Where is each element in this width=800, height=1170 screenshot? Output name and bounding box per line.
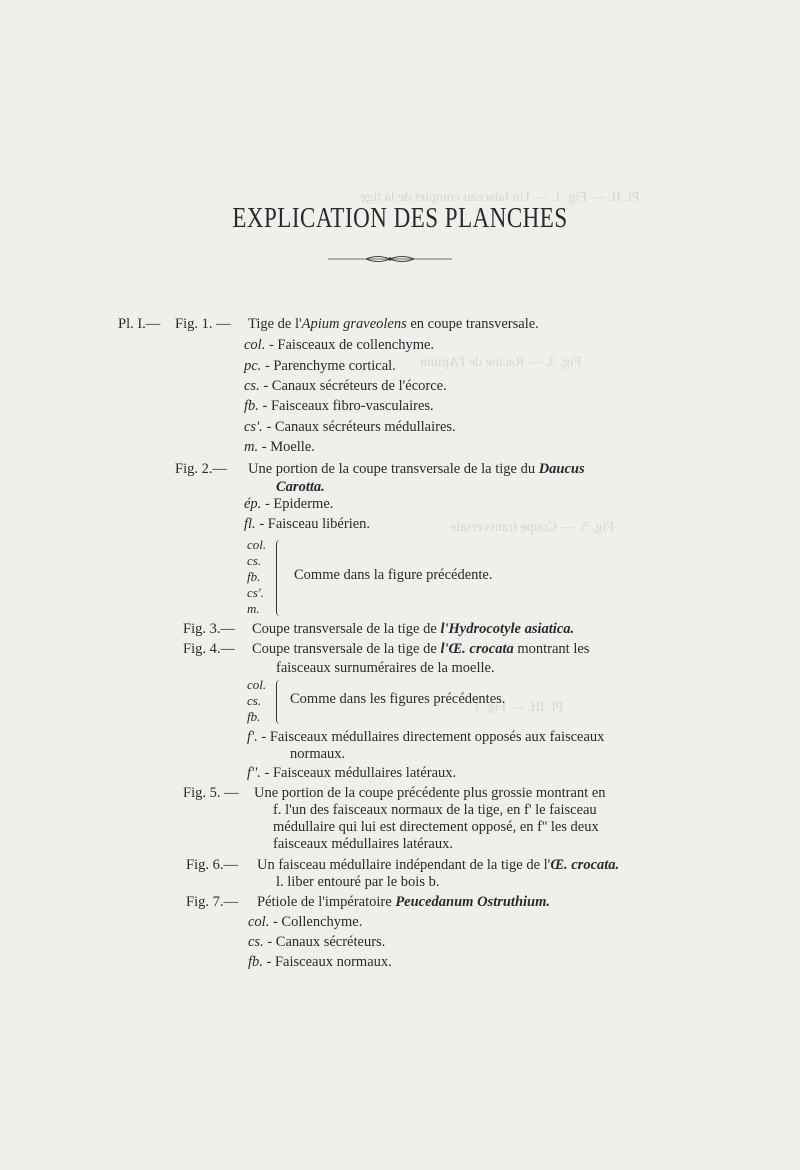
legend-item: cs. - Canaux sécréteurs. [248,934,386,950]
legend-item: ép. - Epiderme. [244,496,334,512]
legend-item: m. - Moelle. [244,439,315,455]
figure-label: Fig. 5. — [183,785,239,801]
figure-caption: Une portion de la coupe précédente plus grossie montrant en [254,785,606,801]
legend-item: fl. - Faisceau libérien. [244,516,371,532]
legend-abbr: col. [247,677,267,692]
figure-caption: médullaire qui lui est directement opposé, en f'' les deux [273,819,599,835]
legend-abbr: fb. [247,709,261,724]
legend-abbr: col. [247,537,267,552]
brace [276,680,282,724]
legend-abbr: fb. [247,569,261,584]
legend-item: cs'. - Canaux sécréteurs médullaires. [244,419,456,435]
plate-label: Pl. I.— [118,316,161,332]
figure-caption: Une portion de la coupe transversale de la tige du Daucus [248,461,585,477]
figure-label: Fig. 4.— [183,641,235,657]
brace [276,540,282,616]
group-description: Comme dans la figure précédente. [294,567,493,583]
page-title: EXPLICATION DES PLANCHES [232,202,568,234]
legend-item: fb. - Faisceaux normaux. [248,954,392,970]
legend-item: col. - Faisceaux de collenchyme. [244,337,435,353]
legend-item: cs. - Canaux sécréteurs de l'écorce. [244,378,447,394]
figure-label: Fig. 2.— [175,461,227,477]
legend-item: pc. - Parenchyme cortical. [244,358,396,374]
legend-abbr: cs. [247,693,262,708]
figure-caption: Coupe transversale de la tige de l'Hydrocotyle asiatica. [252,621,575,637]
legend-item: f'. - Faisceaux médullaires directement opposés aux faisceaux [247,729,605,745]
figure-caption: Tige de l'Apium graveolens en coupe transversale. [248,316,539,332]
show-through-text: Fig. 3. — Racine de l'Apium [420,355,582,370]
figure-caption: Un faisceau médullaire indépendant de la tige de l'Œ. crocata. [257,857,620,873]
legend-abbr: m. [247,601,260,616]
ornament-rule-icon [328,254,452,264]
figure-caption: faisceaux médullaires latéraux. [273,836,453,852]
figure-caption: f. l'un des faisceaux normaux de la tige, en f' le faisceau [273,802,597,818]
group-description: Comme dans les figures précédentes. [290,691,506,707]
figure-caption: l. liber entouré par le bois b. [276,874,440,890]
figure-label: Fig. 6.— [186,857,238,873]
legend-item: fb. - Faisceaux fibro-vasculaires. [244,398,434,414]
legend-abbr: cs'. [247,585,264,600]
legend-item: normaux. [290,746,346,762]
figure-label: Fig. 1. — [175,316,231,332]
show-through-text: Fig. 5. — Coupe transversale [450,520,615,535]
figure-caption: Coupe transversale de la tige de l'Œ. crocata montrant les [252,641,590,657]
figure-label: Fig. 3.— [183,621,235,637]
legend-abbr: cs. [247,553,262,568]
legend-item: col. - Collenchyme. [248,914,363,930]
figure-label: Fig. 7.— [186,894,238,910]
show-through-text: Pl. III. — Fig. 1. [470,700,564,715]
figure-caption-species: Carotta. [276,479,325,495]
show-through-text: Pl. II. — Fig. 1. — Un faisceau complet de la tige [360,190,640,205]
legend-item: f''. - Faisceaux médullaires latéraux. [247,765,457,781]
figure-caption: faisceaux surnuméraires de la moelle. [276,660,495,676]
figure-caption: Pétiole de l'impératoire Peucedanum Ostruthium. [257,894,551,910]
